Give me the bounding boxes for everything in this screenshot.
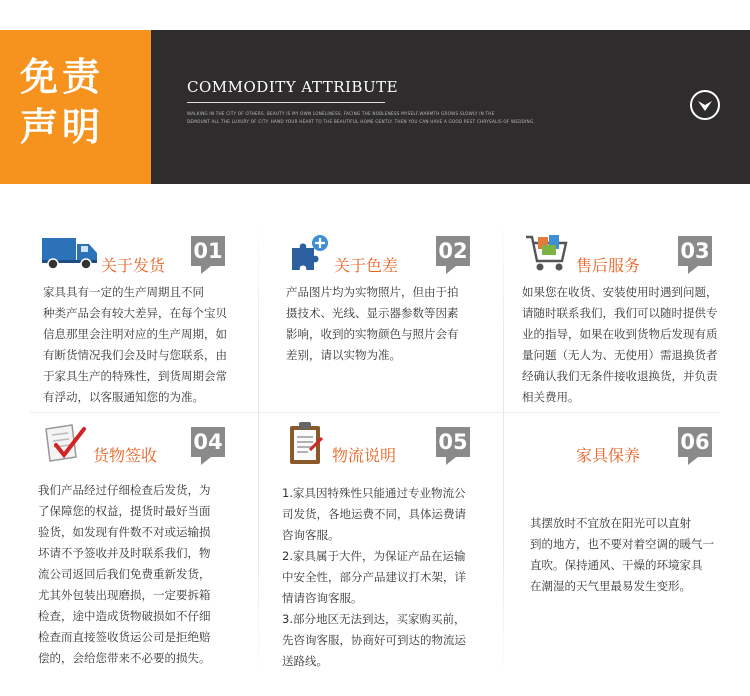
body-line: 了保障您的权益，提货时最好当面 bbox=[38, 504, 211, 518]
body-line: 相关费用。 bbox=[522, 390, 580, 404]
column-divider bbox=[503, 220, 504, 680]
section-body bbox=[282, 483, 466, 672]
section-heading: 关于色差 bbox=[334, 256, 399, 275]
truck-icon bbox=[42, 236, 98, 270]
body-line: 摄技术、光线、显示器参数等因素 bbox=[286, 306, 459, 320]
section-body bbox=[522, 282, 718, 408]
row-divider bbox=[30, 412, 720, 413]
header-title-block bbox=[0, 30, 151, 184]
section-body bbox=[38, 480, 211, 669]
section-heading: 物流说明 bbox=[332, 446, 397, 465]
body-line: 2.家具属于大件，为保证产品在运输 bbox=[282, 549, 466, 563]
body-line: 产品图片均为实物照片，但由于拍 bbox=[286, 285, 459, 299]
section-number-badge: 05 bbox=[436, 427, 470, 457]
body-line: 中安全性，部分产品建议打木架，详 bbox=[282, 570, 466, 584]
section-body bbox=[43, 282, 227, 408]
shopping-cart-icon bbox=[524, 233, 570, 273]
body-line: 有浮动，以客服通知您的为准。 bbox=[43, 390, 204, 404]
checklist-icon bbox=[42, 423, 86, 465]
body-line: 1.家具因特殊性只能通过专业物流公 bbox=[282, 486, 466, 500]
commodity-attribute-title: COMMODITY ATTRIBUTE bbox=[187, 78, 399, 96]
body-line: 验货，如发现有件数不对或运输损 bbox=[38, 525, 211, 539]
body-line: 其摆放时不宜放在阳光可以直射 bbox=[530, 516, 691, 530]
body-line: 家具具有一定的生产周期且不同 bbox=[43, 285, 204, 299]
puzzle-plus-icon bbox=[290, 234, 330, 272]
body-line: 到的地方，也不要对着空调的暖气一 bbox=[530, 537, 714, 551]
body-line: 坏请不予签收并及时联系我们，物 bbox=[38, 546, 211, 560]
section-heading: 货物签收 bbox=[93, 446, 158, 465]
commodity-attribute-subtitle bbox=[187, 110, 587, 126]
section-number-badge: 01 bbox=[191, 236, 225, 266]
section-body bbox=[286, 282, 459, 366]
body-line: 检查而直接签收货运公司是拒绝赔 bbox=[38, 630, 211, 644]
body-line: 司发货，各地运费不同，具体运费请 bbox=[282, 507, 466, 521]
body-line: 直吹。保持通风、干燥的环境家具 bbox=[530, 558, 703, 572]
body-line: 检查，途中造成货物破损如不仔细 bbox=[38, 609, 211, 623]
body-line: 在潮湿的天气里最易发生变形。 bbox=[530, 579, 691, 593]
subtitle-line2: DEMOUNT ALL THE LUXURY OF CITY. HAND YOUR HEART TO THE BEAUTIFUL HOME GENTLY. THEN YOU CAN HAVE A GOOD REST CHRYSALIS OF WEDDING. bbox=[187, 119, 535, 124]
section-heading: 家具保养 bbox=[576, 446, 641, 465]
page-title-line1: 免责 bbox=[20, 54, 105, 99]
body-line: 偿的，会给您带来不必要的损失。 bbox=[38, 651, 211, 665]
body-line: 尤其外包装出现磨损，一定要拆箱 bbox=[38, 588, 211, 602]
column-divider bbox=[258, 220, 259, 680]
body-line: 种类产品会有较大差异，在每个宝贝 bbox=[43, 306, 227, 320]
body-line: 送路线。 bbox=[282, 654, 328, 668]
clipboard-icon bbox=[286, 420, 326, 466]
body-line: 业的指导，如果在收到货物后发现有质 bbox=[522, 327, 718, 341]
body-line: 先咨询客服，协商好可到达的物流运 bbox=[282, 633, 466, 647]
body-line: 3.部分地区无法到达，买家购买前， bbox=[282, 612, 466, 626]
body-line: 情请咨询客服。 bbox=[282, 591, 363, 605]
section-number-badge: 06 bbox=[678, 427, 712, 457]
section-heading: 关于发货 bbox=[101, 256, 166, 275]
page-title-line2: 声明 bbox=[20, 104, 105, 149]
section-body bbox=[530, 513, 714, 597]
body-line: 经确认我们无条件接收退换货，并负责 bbox=[522, 369, 718, 383]
section-heading: 售后服务 bbox=[576, 256, 641, 275]
body-line: 有断货情况我们会及时与您联系，由 bbox=[43, 348, 227, 362]
body-line: 流公司返回后我们免费重新发货， bbox=[38, 567, 211, 581]
title-underline bbox=[187, 102, 385, 103]
section-number-badge: 04 bbox=[191, 427, 225, 457]
section-number-badge: 03 bbox=[678, 236, 712, 266]
body-line: 差别，请以实物为准。 bbox=[286, 348, 401, 362]
section-number-badge: 02 bbox=[436, 236, 470, 266]
body-line: 如果您在收货、安装使用时遇到问题， bbox=[522, 285, 718, 299]
chevron-down-icon[interactable] bbox=[689, 89, 721, 121]
page-title bbox=[20, 52, 140, 152]
subtitle-line1: WALKING IN THE CITY OF OTHERS. BEAUTY IS MY OWN LONELINESS. FACING THE NOBLENESS MYSELF.WARMTH GROWS SLOWLY IN THE bbox=[187, 111, 495, 116]
header-banner bbox=[0, 30, 750, 184]
body-line: 咨询客服。 bbox=[282, 528, 340, 542]
body-line: 于家具生产的特殊性，到货周期会常 bbox=[43, 369, 227, 383]
body-line: 请随时联系我们，我们可以随时提供专 bbox=[522, 306, 718, 320]
body-line: 影响，收到的实物颜色与照片会有 bbox=[286, 327, 459, 341]
body-line: 信息那里会注明对应的生产周期，如 bbox=[43, 327, 227, 341]
body-line: 量问题（无人为、无使用）需退换货者 bbox=[522, 348, 718, 362]
body-line: 我们产品经过仔细检查后发货，为 bbox=[38, 483, 211, 497]
